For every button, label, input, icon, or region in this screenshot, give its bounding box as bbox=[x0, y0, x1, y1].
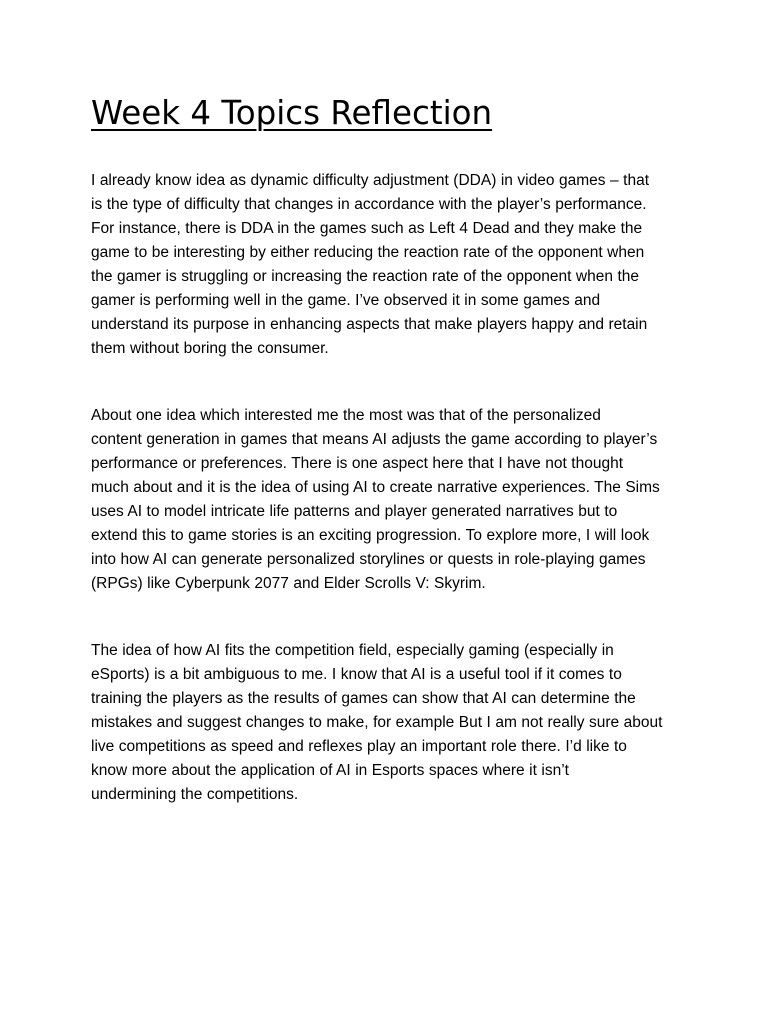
paragraph-line: live competitions as speed and reflexes play an important role there. I’d like to bbox=[91, 738, 627, 755]
paragraph-line: The idea of how AI fits the competition field, especially gaming (especially in bbox=[91, 642, 614, 659]
paragraph-line: mistakes and suggest changes to make, for example But I am not really sure about bbox=[91, 714, 663, 731]
paragraph-line: into how AI can generate personalized storylines or quests in role-playing games bbox=[91, 551, 646, 568]
paragraph-line: For instance, there is DDA in the games such as Left 4 Dead and they make the bbox=[91, 220, 643, 237]
paragraph-line: is the type of difficulty that changes in accordance with the player’s performance. bbox=[91, 196, 647, 213]
paragraph-line: eSports) is a bit ambiguous to me. I know that AI is a useful tool if it comes to bbox=[91, 666, 622, 683]
paragraph-line: uses AI to model intricate life patterns and player generated narratives but to bbox=[91, 503, 618, 520]
paragraph-line: (RPGs) like Cyberpunk 2077 and Elder Scrolls V: Skyrim. bbox=[91, 575, 486, 592]
paragraph-line: the gamer is struggling or increasing the reaction rate of the opponent when the bbox=[91, 268, 640, 285]
paragraph-line: I already know idea as dynamic difficulty adjustment (DDA) in video games – that bbox=[91, 172, 649, 189]
paragraph-line: extend this to game stories is an exciting progression. To explore more, I will look bbox=[91, 527, 650, 544]
paragraph-line: performance or preferences. There is one aspect here that I have not thought bbox=[91, 455, 624, 472]
paragraph-line: much about and it is the idea of using AI to create narrative experiences. The Sims bbox=[91, 479, 660, 496]
paragraph-line: understand its purpose in enhancing aspects that make players happy and retain bbox=[91, 316, 648, 333]
paragraph-1 bbox=[91, 169, 649, 361]
paragraph-line: About one idea which interested me the most was that of the personalized bbox=[91, 407, 601, 424]
paragraph-line: undermining the competitions. bbox=[91, 786, 299, 803]
paragraph-line: content generation in games that means AI adjusts the game according to player’s bbox=[91, 431, 658, 448]
document-title: Week 4 Topics Reflection bbox=[91, 94, 493, 132]
paragraph-line: game to be interesting by either reducing the reaction rate of the opponent when bbox=[91, 244, 645, 261]
paragraph-line: know more about the application of AI in Esports spaces where it isn’t bbox=[91, 762, 569, 779]
paragraph-line: training the players as the results of games can show that AI can determine the bbox=[91, 690, 636, 707]
paragraph-3 bbox=[91, 639, 662, 807]
paragraph-2 bbox=[91, 404, 660, 596]
paragraph-line: gamer is performing well in the game. I’ve observed it in some games and bbox=[91, 292, 601, 309]
paragraph-line: them without boring the consumer. bbox=[91, 340, 329, 357]
